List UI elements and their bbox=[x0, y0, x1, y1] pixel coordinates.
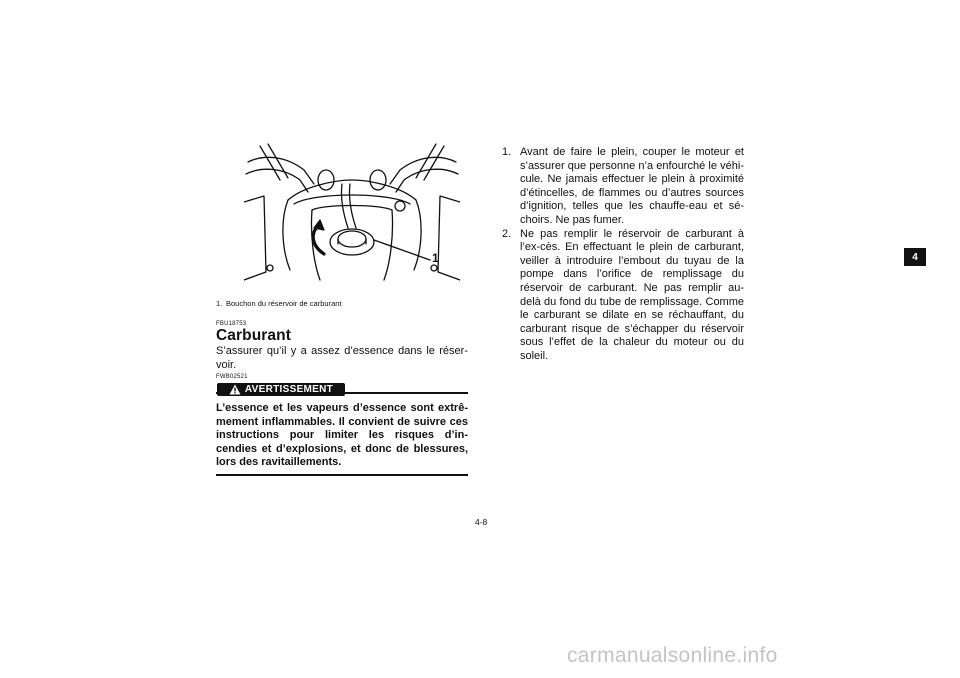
warning-triangle-icon bbox=[229, 384, 241, 395]
list-item-number: 2. bbox=[502, 227, 512, 240]
list-item bbox=[500, 228, 744, 364]
warning-badge bbox=[217, 383, 345, 396]
fuel-tank-drawing bbox=[244, 140, 460, 298]
section-intro: S’assurer qu’il y a assez d’essence dans le réser-voir. bbox=[216, 345, 468, 371]
warning-code: FWB02521 bbox=[216, 374, 248, 380]
list-item-number: 1. bbox=[502, 146, 512, 158]
section-code: FBU18753 bbox=[216, 321, 247, 327]
warning-label: AVERTISSEMENT bbox=[244, 384, 334, 395]
figure-caption: 1. Bouchon du réservoir de carburant bbox=[216, 299, 342, 308]
chapter-tab: 4 bbox=[904, 248, 926, 266]
instruction-list bbox=[500, 146, 744, 364]
callout-number: 1 bbox=[432, 251, 439, 265]
list-item-text: Ne pas remplir le réservoir de carburant à l’ex-cès. En effectuant le plein de carburant, veiller à introduire l’embout du tuyau de la pompe dans l’orifice de remplissage du réservoir de carburant. Ne pas remplir au-delà du fond du tube de remplissage. Comme le carburant se dilate en se réchauffant, du carburant risque de s’échapper du réservoir sous l’effet de la chaleur du moteur ou du soleil. bbox=[520, 227, 744, 362]
warning-bottom-rule bbox=[216, 474, 468, 476]
page-number: 4-8 bbox=[475, 517, 488, 527]
warning-text: L’essence et les vapeurs d’essence sont extrê-mement inflammables. Il convient de suivre ces instructions pour limiter les risques d’in-cendies et d’explosions, et donc de blessures, lors des ravitaillements. bbox=[216, 402, 468, 468]
list-item bbox=[500, 146, 744, 228]
watermark: carmanualsonline.info bbox=[567, 644, 778, 667]
fuel-cap-illustration bbox=[244, 140, 460, 298]
section-heading: Carburant bbox=[216, 327, 291, 344]
list-item-text: Avant de faire le plein, couper le moteur et s’assurer que personne n’a enfourché le véhi-cule. Ne jamais effectuer le plein à proximité d’étincelles, de flammes ou d’autres sources d’ignition, telles que les chauffe-eau et sé-choirs. Ne pas fumer. bbox=[520, 146, 744, 226]
